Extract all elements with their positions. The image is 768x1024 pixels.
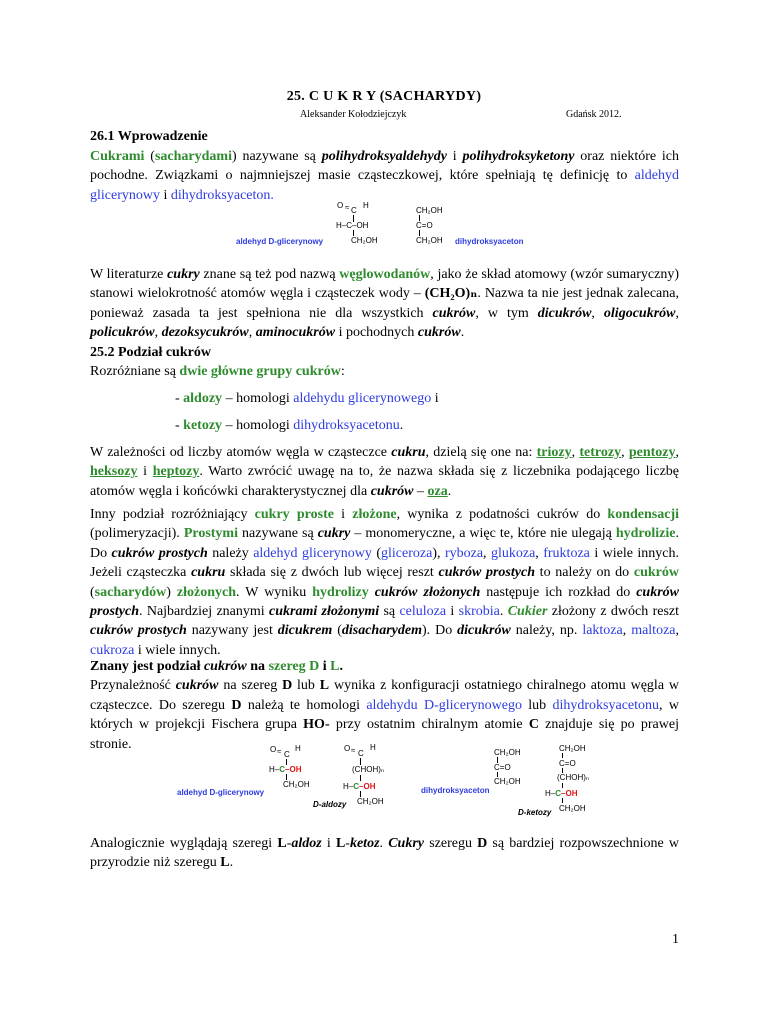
term-blue: laktoza — [582, 623, 623, 639]
term-green: szereg D — [268, 659, 320, 674]
chem-row: CH₂OH — [416, 236, 443, 245]
text: . Do — [90, 526, 679, 561]
term: cukry — [167, 267, 200, 282]
text: - — [175, 418, 184, 433]
term: L — [277, 836, 287, 851]
text: i — [159, 187, 171, 203]
term: cukrów prostych — [90, 584, 680, 620]
term: disacharydem — [341, 623, 422, 639]
text: . W wyniku — [236, 584, 313, 600]
term: cukrów — [175, 678, 219, 694]
atom-h: H — [363, 201, 369, 210]
term: D — [282, 678, 293, 694]
paragraph-intro — [90, 147, 679, 205]
text: na szereg — [218, 678, 283, 694]
chem-row: CH₂OH — [416, 206, 443, 215]
text: – homologi — [222, 418, 294, 433]
term-green: hydrolizy — [312, 584, 369, 600]
text: W literaturze — [90, 267, 168, 282]
term-heksozy: heksozy — [90, 464, 138, 480]
term: L — [335, 836, 346, 851]
chem-row: (CHOH)ₙ — [352, 765, 385, 774]
text: i — [446, 604, 459, 620]
formula: (CH₂O)ₙ — [424, 286, 478, 302]
text: , — [571, 445, 580, 460]
page-number: 1 — [672, 932, 679, 947]
term-blue: aldehydu D-glicerynowego — [366, 697, 522, 713]
atom-c: C — [358, 749, 364, 758]
text: (polimeryzacji). — [90, 526, 184, 542]
term: cukry — [317, 526, 351, 542]
text: – monomeryczne, a więc te, które nie ulegają — [350, 526, 616, 542]
text: lub — [292, 678, 320, 694]
term-green: Cukier — [507, 604, 548, 620]
term: cukrami złożonymi — [269, 604, 380, 620]
hydroxyl: –OH — [561, 789, 578, 798]
term-green: ketozy — [183, 418, 223, 433]
text: ( — [332, 623, 342, 639]
atom: H– — [269, 765, 280, 774]
text: znane są też pod nazwą — [199, 267, 340, 282]
text: ( — [371, 545, 382, 561]
text: szeregu — [424, 836, 478, 851]
term: aminocukrów — [255, 325, 336, 341]
text: Przynależność — [90, 678, 176, 694]
section-heading-1: 26.1 Wprowadzenie — [90, 129, 208, 144]
term-green: aldozy — [183, 391, 223, 406]
text: , — [535, 545, 544, 561]
text: lub — [521, 697, 553, 713]
chem-row: CH₂OH — [357, 797, 384, 806]
term-blue: gliceroza — [381, 545, 433, 561]
paragraph-carbohydrates — [90, 265, 679, 343]
atom: H– — [545, 789, 556, 798]
term: cukrów — [203, 659, 247, 674]
text: – — [413, 483, 428, 499]
text: złożony z dwóch reszt — [547, 604, 680, 620]
subheading: . — [339, 659, 343, 674]
text: należy — [207, 545, 254, 561]
chem-row: CH₂OH — [559, 744, 586, 753]
chem-row: C=O — [559, 759, 576, 768]
paragraph-carbon-count — [90, 443, 679, 501]
text: , — [675, 305, 679, 321]
author: Aleksander Kołodziejczyk — [300, 109, 407, 120]
term-blue: dihydroksyacetonu — [293, 418, 400, 433]
text: , — [483, 545, 491, 561]
text: ) nazywane są — [231, 149, 322, 164]
text: . Warto zwrócić uwagę na to, że nazwa składa się z liczebnika podającego liczbę atomów węgla i końcówki charakterystycznej dla — [90, 464, 680, 499]
hydroxyl: –OH — [359, 782, 376, 791]
term-green: hydrolizie — [615, 526, 676, 542]
page-title: 25. C U K R Y (SACHARYDY) — [286, 89, 482, 104]
text: , w których w projekcji Fischera grupa — [90, 697, 679, 733]
text: . — [460, 325, 465, 341]
text: wynika z konfiguracji ostatniego chiralnego atomu węgla w cząsteczce. Do szeregu — [90, 678, 680, 713]
text: i pochodnych — [335, 325, 418, 341]
text: i — [431, 391, 439, 406]
place-date: Gdańsk 2012. — [566, 109, 622, 120]
text: , — [675, 445, 680, 460]
chem-row: H–C–OH — [336, 221, 369, 230]
term-green: L — [330, 659, 340, 674]
text: - — [345, 836, 350, 851]
text: , — [591, 305, 604, 321]
text: ( — [90, 584, 95, 600]
term-green: sacharydów — [94, 584, 167, 600]
text: ( — [144, 149, 155, 164]
term: polihydroksyaldehydy — [321, 149, 447, 164]
text: - — [286, 836, 292, 851]
text: i wiele innych. Jeżeli cząsteczka — [90, 545, 680, 581]
text: . — [399, 418, 404, 433]
term: L — [220, 855, 230, 871]
subheading: i — [319, 659, 331, 674]
section-heading-2: 25.2 Podział cukrów — [90, 345, 211, 360]
chiral-carbon: C — [555, 789, 562, 798]
text: - — [175, 391, 184, 406]
term: Cukry — [388, 836, 425, 851]
chem-row: CH₂OH — [351, 236, 378, 245]
text: i — [333, 507, 353, 522]
bond: ≈ — [277, 747, 282, 756]
term: cukrów prostych — [111, 545, 208, 561]
structure-label: D-ketozy — [518, 808, 552, 817]
subheading: Znany jest podział — [90, 659, 204, 674]
term-green: cukrów — [633, 565, 679, 581]
term: dicukrem — [277, 623, 333, 639]
list-item-aldozy — [175, 389, 655, 408]
text: i — [321, 836, 336, 851]
term-blue: glukoza — [490, 545, 536, 561]
term-blue: dihydroksyacetonu — [552, 697, 660, 713]
structure-label: aldehyd D-glicerynowy — [236, 237, 324, 246]
term-blue: ryboza — [444, 545, 484, 561]
term: polihydroksyketony — [462, 149, 575, 164]
term-cukrami: Cukrami — [90, 149, 145, 164]
text: to należy on do — [535, 565, 634, 581]
text: W zależności od liczby atomów węgla w cząsteczce — [90, 445, 392, 460]
atom-h: H — [295, 744, 301, 753]
term: D — [231, 697, 242, 713]
text: Inny podział rozróżniający — [90, 507, 255, 522]
chem-row: CH₂OH — [559, 804, 586, 813]
term: dezoksycukrów — [161, 325, 249, 341]
text: znajduje się po prawej stronie. — [90, 717, 679, 752]
term-heptozy: heptozy — [152, 464, 200, 480]
chem-row: CH₂OH — [494, 777, 521, 786]
structure-label: dihydroksyaceton — [421, 786, 490, 795]
term: dicukrów — [537, 305, 592, 321]
term-tetrozy: tetrozy — [579, 445, 622, 460]
text: . — [499, 604, 508, 620]
text: i — [446, 149, 463, 164]
text: Analogicznie wyglądają szeregi — [90, 836, 278, 851]
text: przy ostatnim chiralnym atomie — [329, 717, 529, 733]
text: . — [447, 483, 452, 499]
term-green: kondensacji — [607, 507, 679, 522]
term: aldoz — [291, 836, 322, 851]
text: są bardziej rozpowszechnione w przyrodzie niż szeregu — [90, 836, 679, 871]
term-pentozy: pentozy — [628, 445, 676, 460]
term: cukru — [391, 445, 426, 460]
hydroxyl: –OH — [285, 765, 302, 774]
term-oza: oza — [427, 483, 448, 499]
text: – homologi — [222, 391, 294, 406]
text: składa się z dwóch lub więcej reszt — [225, 565, 439, 581]
term: cukrów — [417, 325, 461, 341]
term-green: Prostymi — [183, 526, 238, 542]
paragraph-groups-intro — [90, 362, 679, 381]
chem-row: C=O — [494, 763, 511, 772]
chem-row: (CHOH)ₙ — [557, 773, 590, 782]
text: należy, np. — [510, 623, 583, 639]
term-blue: aldehyd glicerynowy — [90, 168, 679, 203]
term-blue: skrobia — [458, 604, 500, 620]
text: , — [621, 445, 629, 460]
term-green: cukry proste — [254, 507, 334, 522]
term-blue: celuloza — [399, 604, 447, 620]
text: , dzielą się one na: — [425, 445, 537, 460]
term: dicukrów — [457, 623, 511, 639]
structure-label: D-aldozy — [313, 800, 347, 809]
paragraph-simple-complex — [90, 505, 679, 660]
term-sacharydami: sacharydami — [154, 149, 232, 164]
atom-h: H — [370, 743, 376, 752]
chiral-carbon: C — [353, 782, 360, 791]
bond: ≈ — [345, 203, 350, 212]
atom-o: O — [270, 745, 277, 754]
text: ), — [432, 545, 445, 561]
term-triozy: triozy — [536, 445, 572, 460]
chem-row: CH₂OH — [283, 780, 310, 789]
bond: ≈ — [351, 746, 356, 755]
text: następuje ich rozkład do — [480, 584, 637, 600]
text: , — [248, 325, 256, 341]
term-blue: cukroza — [90, 642, 135, 658]
term-green: węglowodanów — [339, 267, 431, 282]
term: cukrów prostych — [438, 565, 535, 581]
term-blue: maltoza — [631, 623, 676, 639]
term-blue: fruktoza — [543, 545, 590, 561]
term-blue: dihydroksyaceton — [170, 187, 271, 203]
term-green: dwie główne grupy cukrów — [179, 364, 341, 379]
term: ketoz — [349, 836, 380, 851]
term-green: złożonych — [176, 584, 236, 600]
term: policukrów — [90, 325, 155, 341]
structure-label: aldehyd D-glicerynowy — [177, 788, 265, 797]
term: oligocukrów — [603, 305, 676, 321]
text: , — [154, 325, 162, 341]
term-green: złożone — [352, 507, 397, 522]
term: cukrów złożonych — [374, 584, 481, 600]
text: , jako że skład atomowy (wzór sumaryczny) stanowi wielokrotność atomów węgla i cząsteczek wody – — [90, 267, 680, 302]
chiral-carbon: C — [279, 765, 286, 774]
term: cukru — [191, 565, 226, 581]
text: nazywany jest — [186, 623, 278, 639]
term: C — [528, 717, 539, 733]
subheading: na — [246, 659, 269, 674]
term: D — [477, 836, 488, 851]
term-blue: aldehydu glicerynowego — [293, 391, 432, 406]
paragraph-d-l-series — [90, 657, 679, 754]
text: oraz niektóre ich pochodne. Związkami o najmniejszej masie cząsteczkowej, które spełniają tę definicję to — [90, 149, 680, 184]
atom: H– — [343, 782, 354, 791]
text: . — [229, 855, 234, 871]
text: . — [379, 836, 389, 851]
text: . Nazwa ta nie jest jednak zalecana, ponieważ zasada ta jest spełniona nie dla wszystkich — [90, 286, 679, 321]
text: . — [270, 187, 274, 203]
text: . Najbardziej znanymi — [139, 604, 269, 620]
term: L — [319, 678, 330, 694]
text: należą te homologi — [241, 697, 367, 713]
term: cukrów prostych — [90, 623, 187, 639]
chem-row: CH₂OH — [494, 748, 521, 757]
text: , — [622, 623, 632, 639]
text: i — [137, 464, 153, 480]
text: nazywane są — [238, 526, 318, 542]
text: i wiele innych. — [134, 642, 221, 658]
atom-o: O — [337, 201, 344, 210]
paragraph-l-series — [90, 834, 679, 873]
text: Rozróżniane są — [90, 364, 180, 379]
text: , wynika z podatności cukrów do — [396, 507, 608, 522]
structure-label: dihydroksyaceton — [455, 237, 524, 246]
list-item-ketozy — [175, 416, 655, 435]
text: ) — [166, 584, 177, 600]
text: : — [340, 364, 345, 379]
text: , w tym — [475, 305, 538, 321]
text: ). Do — [421, 623, 458, 639]
chem-row: C=O — [416, 221, 433, 230]
atom-c: C — [351, 206, 357, 215]
atom-o: O — [344, 744, 351, 753]
term: cukrów — [370, 483, 414, 499]
term-blue: aldehyd glicerynowy — [253, 545, 372, 561]
term: cukrów — [432, 305, 476, 321]
term: HO- — [303, 717, 330, 733]
text: , — [675, 623, 679, 639]
atom-c: C — [284, 750, 290, 759]
text: są — [379, 604, 400, 620]
